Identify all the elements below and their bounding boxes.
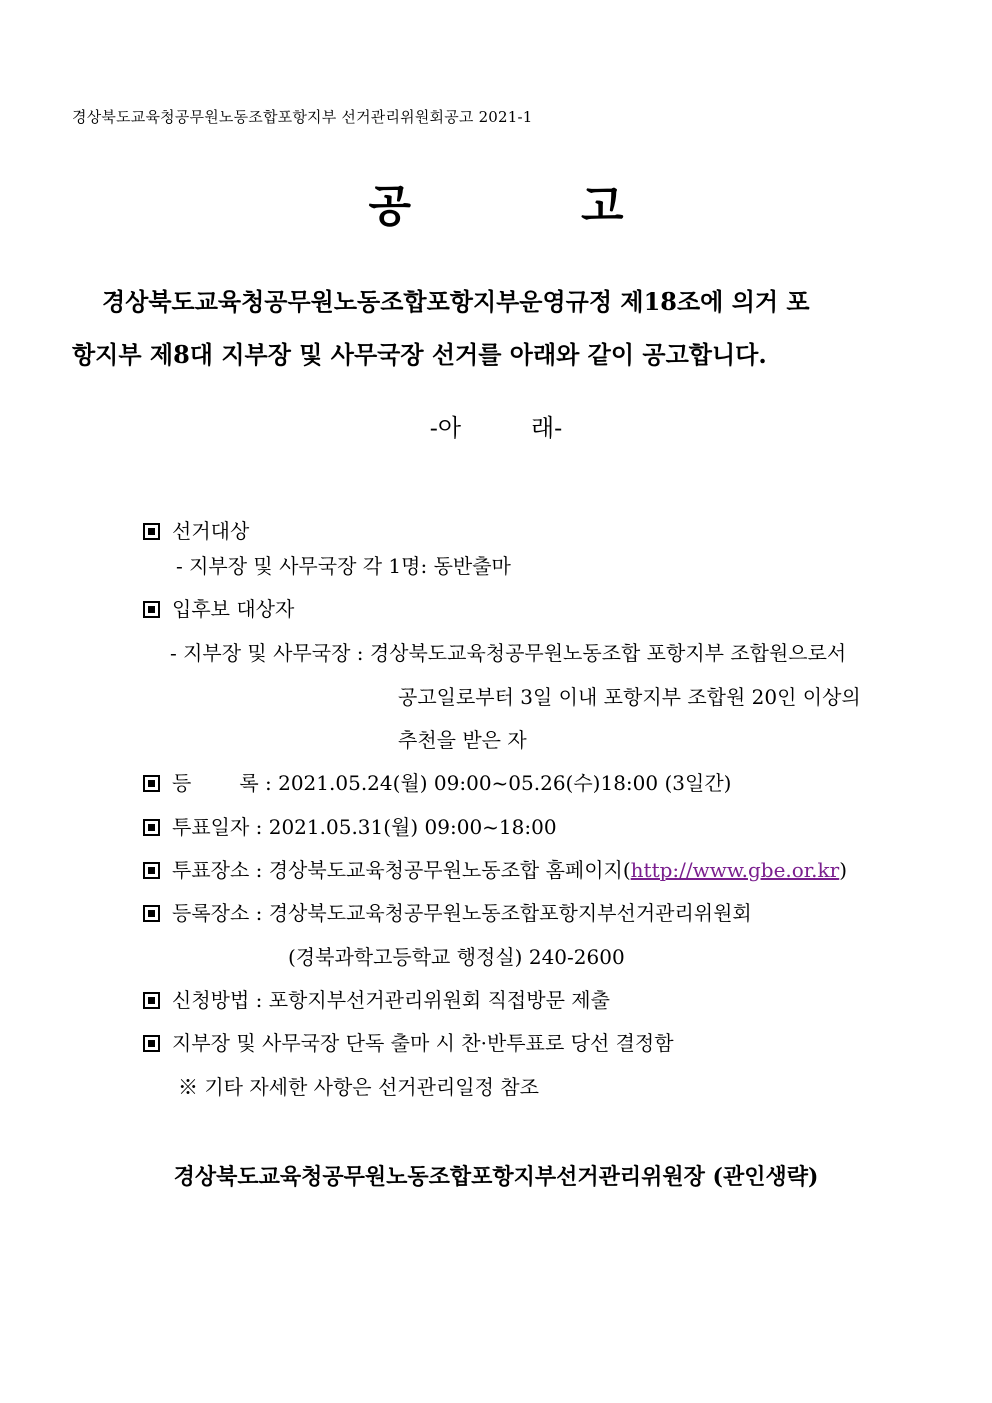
item-value: : 포항지부선거관리위원회 직접방문 제출 xyxy=(249,988,610,1012)
item-election-target xyxy=(143,515,249,544)
item-value: : 경상북도교육청공무원노동조합포항지부선거관리위원회 xyxy=(249,901,752,925)
item-vote-place xyxy=(143,854,847,883)
square-bullet-icon xyxy=(143,862,160,879)
item-label-part-2: 록 xyxy=(239,771,259,795)
item-candidate xyxy=(143,593,294,622)
item-label-part-1: 등 xyxy=(172,771,192,795)
subtitle-part-2: 래- xyxy=(531,414,563,442)
title-part-1: 공 xyxy=(368,181,411,232)
section-subtitle xyxy=(0,408,992,443)
square-bullet-icon xyxy=(143,601,160,618)
square-bullet-icon xyxy=(143,905,160,922)
item-label: 투표일자 xyxy=(172,815,250,839)
item-candidate-detail-line-1 xyxy=(170,637,846,666)
item-suffix: ) xyxy=(839,858,848,882)
item-value: : 경상북도교육청공무원노동조합 홈페이지( xyxy=(249,858,631,882)
intro-line-2: 항지부 제8대 지부장 및 사무국장 선거를 아래와 같이 공고합니다. xyxy=(72,340,767,369)
item-candidate-detail-line-3: 추천을 받은 자 xyxy=(398,728,527,752)
candidate-prefix: - 지부장 및 사무국장 : xyxy=(170,641,370,665)
intro-line-1: 경상북도교육청공무원노동조합포항지부운영규정 제18조에 의거 포 xyxy=(102,287,810,316)
item-label: 등록장소 xyxy=(172,901,250,925)
item-registration xyxy=(143,767,731,796)
item-label: 선거대상 xyxy=(172,519,250,543)
item-registration-place xyxy=(143,897,752,926)
item-label: 신청방법 xyxy=(172,988,250,1012)
item-note: ※ 기타 자세한 사항은 선거관리일정 참조 xyxy=(178,1075,539,1099)
item-text: 지부장 및 사무국장 단독 출마 시 찬·반투표로 당선 결정함 xyxy=(172,1031,674,1055)
item-label: 투표장소 xyxy=(172,858,250,882)
item-vote-date xyxy=(143,811,557,840)
item-registration-place-line-2: (경북과학고등학교 행정실) 240-2600 xyxy=(288,945,625,969)
square-bullet-icon xyxy=(143,775,160,792)
title-part-2: 고 xyxy=(581,181,624,232)
square-bullet-icon xyxy=(143,992,160,1009)
item-candidate-detail-line-2: 공고일로부터 3일 이내 포항지부 조합원 20인 이상의 xyxy=(398,685,861,709)
item-value: : 2021.05.24(월) 09:00~05.26(수)18:00 (3일간) xyxy=(258,771,732,795)
item-application-method xyxy=(143,984,610,1013)
notice-number: 경상북도교육청공무원노동조합포항지부 선거관리위원회공고 2021-1 xyxy=(72,108,533,126)
item-label: 입후보 대상자 xyxy=(172,597,295,621)
item-single-candidate xyxy=(143,1027,674,1056)
homepage-link[interactable]: http://www.gbe.or.kr xyxy=(630,858,840,882)
page-title xyxy=(0,170,992,234)
item-election-target-detail: - 지부장 및 사무국장 각 1명: 동반출마 xyxy=(176,554,511,578)
signature: 경상북도교육청공무원노동조합포항지부선거관리위원장 (관인생략) xyxy=(173,1164,819,1190)
square-bullet-icon xyxy=(143,523,160,540)
subtitle-part-1: -아 xyxy=(429,414,461,442)
candidate-line-1: 경상북도교육청공무원노동조합 포항지부 조합원으로서 xyxy=(369,641,847,665)
item-value: : 2021.05.31(월) 09:00~18:00 xyxy=(249,815,557,839)
square-bullet-icon xyxy=(143,819,160,836)
square-bullet-icon xyxy=(143,1035,160,1052)
